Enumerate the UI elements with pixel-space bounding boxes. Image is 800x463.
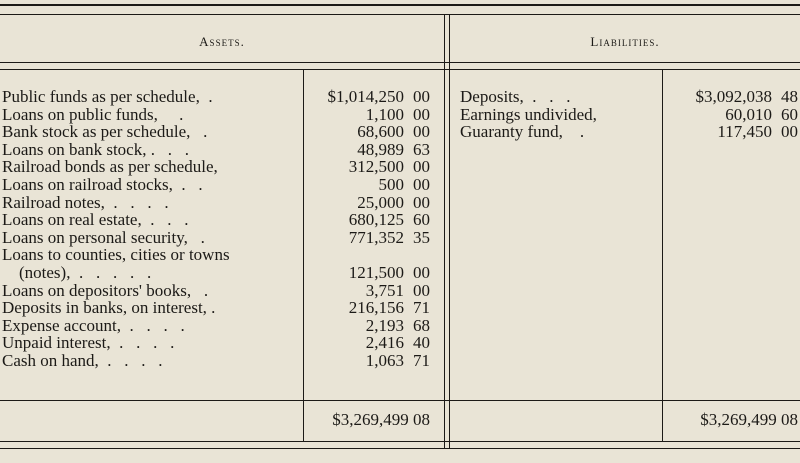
row-dollars: 216,156 [348,298,404,318]
row-label: Cash on hand, . . . . [2,351,163,370]
row-cents: 00 [413,157,430,177]
row-cents: 00 [413,175,430,194]
row-label: Unpaid interest, . . . . [2,333,175,353]
row-label: Guaranty fund, . [460,122,585,142]
total-rule [0,400,800,401]
row-cents: 00 [413,192,430,212]
row-dollars: 771,352 [348,227,404,247]
header-rule-lower [0,69,800,70]
row-dollars: 121,500 [348,263,404,282]
row-cents: 00 [413,280,430,300]
row-cents: 00 [413,104,430,124]
row-dollars: 500 [378,175,404,194]
row-label: Deposits in banks, on interest, . [2,298,216,318]
row-cents: 00 [413,263,430,282]
row-cents: 71 [413,298,430,318]
row-dollars: 3,751 [365,280,404,300]
row-label: Expense account, . . . . [2,315,185,335]
row-cents: 00 [413,122,430,142]
top-rule [0,4,800,6]
row-dollars: 680,125 [348,210,404,230]
assets-total: $3,269,499 08 [332,410,430,429]
liabilities-amount-divider [662,70,663,441]
row-dollars: $3,092,038 [695,87,772,106]
center-divider-inner [449,14,450,448]
row-cents: 60 [781,104,798,124]
row-dollars: 48,989 [357,139,404,159]
row-dollars: 117,450 [717,122,772,142]
row-dollars: 1,100 [365,104,404,124]
row-cents: 35 [413,227,430,247]
row-dollars: 25,000 [357,192,404,212]
assets-amount-divider [303,70,304,441]
liabilities-total: $3,269,499 08 [700,410,798,429]
row-dollars: 312,500 [348,157,404,177]
assets-heading: Assets. [199,34,245,49]
bottom-rule [0,441,800,442]
row-label: (notes), . . . . . [2,263,152,282]
row-label: Loans on personal security, . [2,227,205,247]
row-dollars: 2,193 [365,315,404,335]
row-dollars: 2,416 [365,333,404,353]
row-cents: 00 [413,87,430,106]
row-cents: 48 [781,87,798,106]
row-label: Loans on depositors' books, . [2,280,209,300]
row-dollars: 68,600 [357,122,404,142]
row-label: Earnings undivided, [460,104,597,124]
row-label: Deposits, . . . [460,87,571,106]
row-label: Railroad notes, . . . . [2,192,169,212]
row-cents: 40 [413,333,430,353]
liabilities-heading: Liabilities. [590,34,660,49]
row-label: Loans on public funds, . [2,104,184,124]
row-label: Bank stock as per schedule, . [2,122,208,142]
row-cents: 00 [781,122,798,142]
row-dollars: 1,063 [365,351,404,370]
row-label: Railroad bonds as per schedule, [2,157,218,177]
row-cents: 68 [413,315,430,335]
row-dollars: 60,010 [725,104,772,124]
row-label: Loans to counties, cities or towns [2,245,230,265]
center-divider [444,14,445,448]
row-cents: 63 [413,139,430,159]
row-cents: 60 [413,210,430,230]
row-label: Loans on real estate, . . . [2,210,189,230]
row-label: Public funds as per schedule, . [2,87,213,106]
row-label: Loans on bank stock, . . . [2,139,189,159]
header-rule [0,62,800,63]
row-cents: 71 [413,351,430,370]
top-rule-thin [0,14,800,15]
row-label: Loans on railroad stocks, . . [2,175,203,194]
bottom-rule-lower [0,448,800,449]
row-dollars: $1,014,250 [327,87,404,106]
